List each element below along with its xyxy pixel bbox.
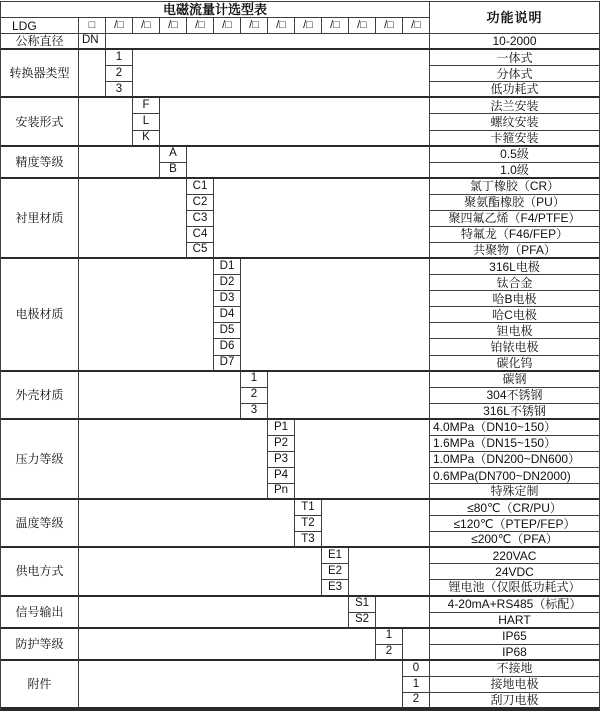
desc-cell: 1.0MPa（DN200~DN600）	[430, 452, 599, 468]
filler-cell	[403, 629, 430, 661]
group-label: 衬里材质	[1, 179, 79, 259]
code-cell: 1	[403, 677, 430, 693]
filler-cell	[79, 50, 106, 98]
code-cell: E1	[322, 548, 349, 564]
model-code-prefix: LDG	[1, 18, 79, 34]
desc-cell: 聚四氟乙烯（F4/PTFE）	[430, 211, 599, 227]
code-cell: 1	[106, 50, 133, 66]
code-cell: D2	[214, 275, 241, 291]
code-cell: D1	[214, 259, 241, 275]
desc-cell: 氯丁橡胶（CR）	[430, 179, 599, 195]
group-label: 安装形式	[1, 98, 79, 146]
code-cell: F	[133, 98, 160, 114]
code-cell: P1	[268, 420, 295, 436]
code-cell: 2	[106, 66, 133, 82]
code-cell: T2	[295, 516, 322, 532]
desc-cell: 304不锈钢	[430, 388, 599, 404]
desc-cell: 24VDC	[430, 564, 599, 580]
code-cell: 0	[403, 661, 430, 677]
filler-cell	[295, 420, 430, 500]
desc-cell: 刮刀电极	[430, 693, 599, 709]
code-box-cell: /□	[268, 18, 295, 34]
desc-cell: 低功耗式	[430, 82, 599, 98]
filler-cell	[79, 420, 268, 500]
filler-cell	[79, 179, 187, 259]
desc-cell: 螺纹安装	[430, 114, 599, 130]
filler-cell	[322, 500, 430, 548]
code-box-cell: /□	[241, 18, 268, 34]
code-cell: E2	[322, 564, 349, 580]
group-label: 压力等级	[1, 420, 79, 500]
code-box-cell: /□	[106, 18, 133, 34]
desc-cell: 接地电极	[430, 677, 599, 693]
filler-cell	[79, 98, 133, 146]
code-cell: B	[160, 163, 187, 179]
desc-cell: 220VAC	[430, 548, 599, 564]
code-cell: C4	[187, 227, 214, 243]
desc-cell: ≤80℃（CR/PU）	[430, 500, 599, 516]
code-cell: 2	[376, 645, 403, 661]
code-box-cell: /□	[214, 18, 241, 34]
code-cell: A	[160, 147, 187, 163]
group-label: 电极材质	[1, 259, 79, 371]
desc-cell: 316L不锈钢	[430, 404, 599, 420]
code-box-cell: /□	[322, 18, 349, 34]
table-title: 电磁流量计选型表	[1, 2, 430, 18]
code-cell: D4	[214, 307, 241, 323]
group-label: 供电方式	[1, 548, 79, 596]
code-cell: P2	[268, 436, 295, 452]
desc-cell: 分体式	[430, 66, 599, 82]
filler-cell	[79, 597, 349, 629]
function-column-header: 功能说明	[430, 2, 599, 34]
desc-cell: 特氟龙（F46/FEP）	[430, 227, 599, 243]
group-label: 精度等级	[1, 147, 79, 179]
code-cell: K	[133, 131, 160, 147]
filler-cell	[79, 548, 322, 596]
filler-cell	[79, 661, 403, 709]
filler-cell	[106, 34, 430, 50]
code-cell: 3	[241, 404, 268, 420]
flowmeter-selection-table	[0, 1, 600, 711]
code-box-cell: /□	[295, 18, 322, 34]
desc-cell: 锂电池（仅限低功耗式）	[430, 580, 599, 596]
desc-cell: HART	[430, 613, 599, 629]
group-label: 公称直径	[1, 34, 79, 50]
code-box-cell: /□	[376, 18, 403, 34]
filler-cell	[241, 259, 430, 371]
desc-cell: 聚氨酯橡胶（PU）	[430, 195, 599, 211]
filler-cell	[214, 179, 430, 259]
code-box-cell: /□	[187, 18, 214, 34]
filler-cell	[349, 548, 430, 596]
desc-cell: 特殊定制	[430, 484, 599, 500]
desc-cell: 卡箍安装	[430, 131, 599, 147]
desc-cell: 共聚物（PFA）	[430, 243, 599, 259]
code-cell: T1	[295, 500, 322, 516]
desc-cell: 碳化钨	[430, 356, 599, 372]
desc-cell: 铂铱电极	[430, 339, 599, 355]
filler-cell	[79, 500, 295, 548]
code-cell: 2	[403, 693, 430, 709]
desc-cell: 1.0级	[430, 163, 599, 179]
code-cell: P3	[268, 452, 295, 468]
code-cell: 1	[241, 372, 268, 388]
desc-cell: 316L电极	[430, 259, 599, 275]
desc-cell: 钽电极	[430, 323, 599, 339]
desc-cell: 哈B电极	[430, 291, 599, 307]
code-cell: T3	[295, 532, 322, 548]
code-cell: 1	[376, 629, 403, 645]
desc-cell: 10-2000	[430, 34, 599, 50]
filler-cell	[79, 147, 160, 179]
desc-cell: ≤120℃（PTEP/FEP）	[430, 516, 599, 532]
code-cell: D7	[214, 356, 241, 372]
filler-cell	[268, 372, 430, 420]
code-box-cell: /□	[349, 18, 376, 34]
desc-cell: 0.5级	[430, 147, 599, 163]
group-label: 附件	[1, 661, 79, 709]
code-box-cell: /□	[403, 18, 430, 34]
filler-cell	[79, 629, 376, 661]
code-cell: C3	[187, 211, 214, 227]
desc-cell: IP68	[430, 645, 599, 661]
group-label: 外壳材质	[1, 372, 79, 420]
filler-cell	[376, 597, 430, 629]
code-box-cell: /□	[160, 18, 187, 34]
code-cell: DN	[79, 34, 106, 50]
code-box-cell: /□	[133, 18, 160, 34]
desc-cell: 一体式	[430, 50, 599, 66]
desc-cell: 钛合金	[430, 275, 599, 291]
desc-cell: 哈C电极	[430, 307, 599, 323]
filler-cell	[187, 147, 430, 179]
desc-cell: 法兰安装	[430, 98, 599, 114]
desc-cell: IP65	[430, 629, 599, 645]
filler-cell	[133, 50, 430, 98]
code-cell: D5	[214, 323, 241, 339]
code-cell: D6	[214, 339, 241, 355]
group-label: 信号输出	[1, 597, 79, 629]
group-label: 防护等级	[1, 629, 79, 661]
filler-cell	[79, 372, 241, 420]
code-cell: C1	[187, 179, 214, 195]
group-label: 转换器类型	[1, 50, 79, 98]
filler-cell	[160, 98, 430, 146]
code-cell: 3	[106, 82, 133, 98]
desc-cell: 0.6MPa(DN700~DN2000)	[430, 468, 599, 484]
code-cell: Pn	[268, 484, 295, 500]
code-cell: D3	[214, 291, 241, 307]
desc-cell: 不接地	[430, 661, 599, 677]
code-cell: C2	[187, 195, 214, 211]
desc-cell: 4.0MPa（DN10~150）	[430, 420, 599, 436]
code-cell: S1	[349, 597, 376, 613]
code-box-cell: □	[79, 18, 106, 34]
code-cell: C5	[187, 243, 214, 259]
code-cell: 2	[241, 388, 268, 404]
code-cell: E3	[322, 580, 349, 596]
code-cell: P4	[268, 468, 295, 484]
filler-cell	[79, 259, 214, 371]
desc-cell: 碳钢	[430, 372, 599, 388]
desc-cell: ≤200℃（PFA）	[430, 532, 599, 548]
code-cell: L	[133, 114, 160, 130]
code-cell: S2	[349, 613, 376, 629]
group-label: 温度等级	[1, 500, 79, 548]
desc-cell: 1.6MPa（DN15~150）	[430, 436, 599, 452]
desc-cell: 4-20mA+RS485（标配）	[430, 597, 599, 613]
